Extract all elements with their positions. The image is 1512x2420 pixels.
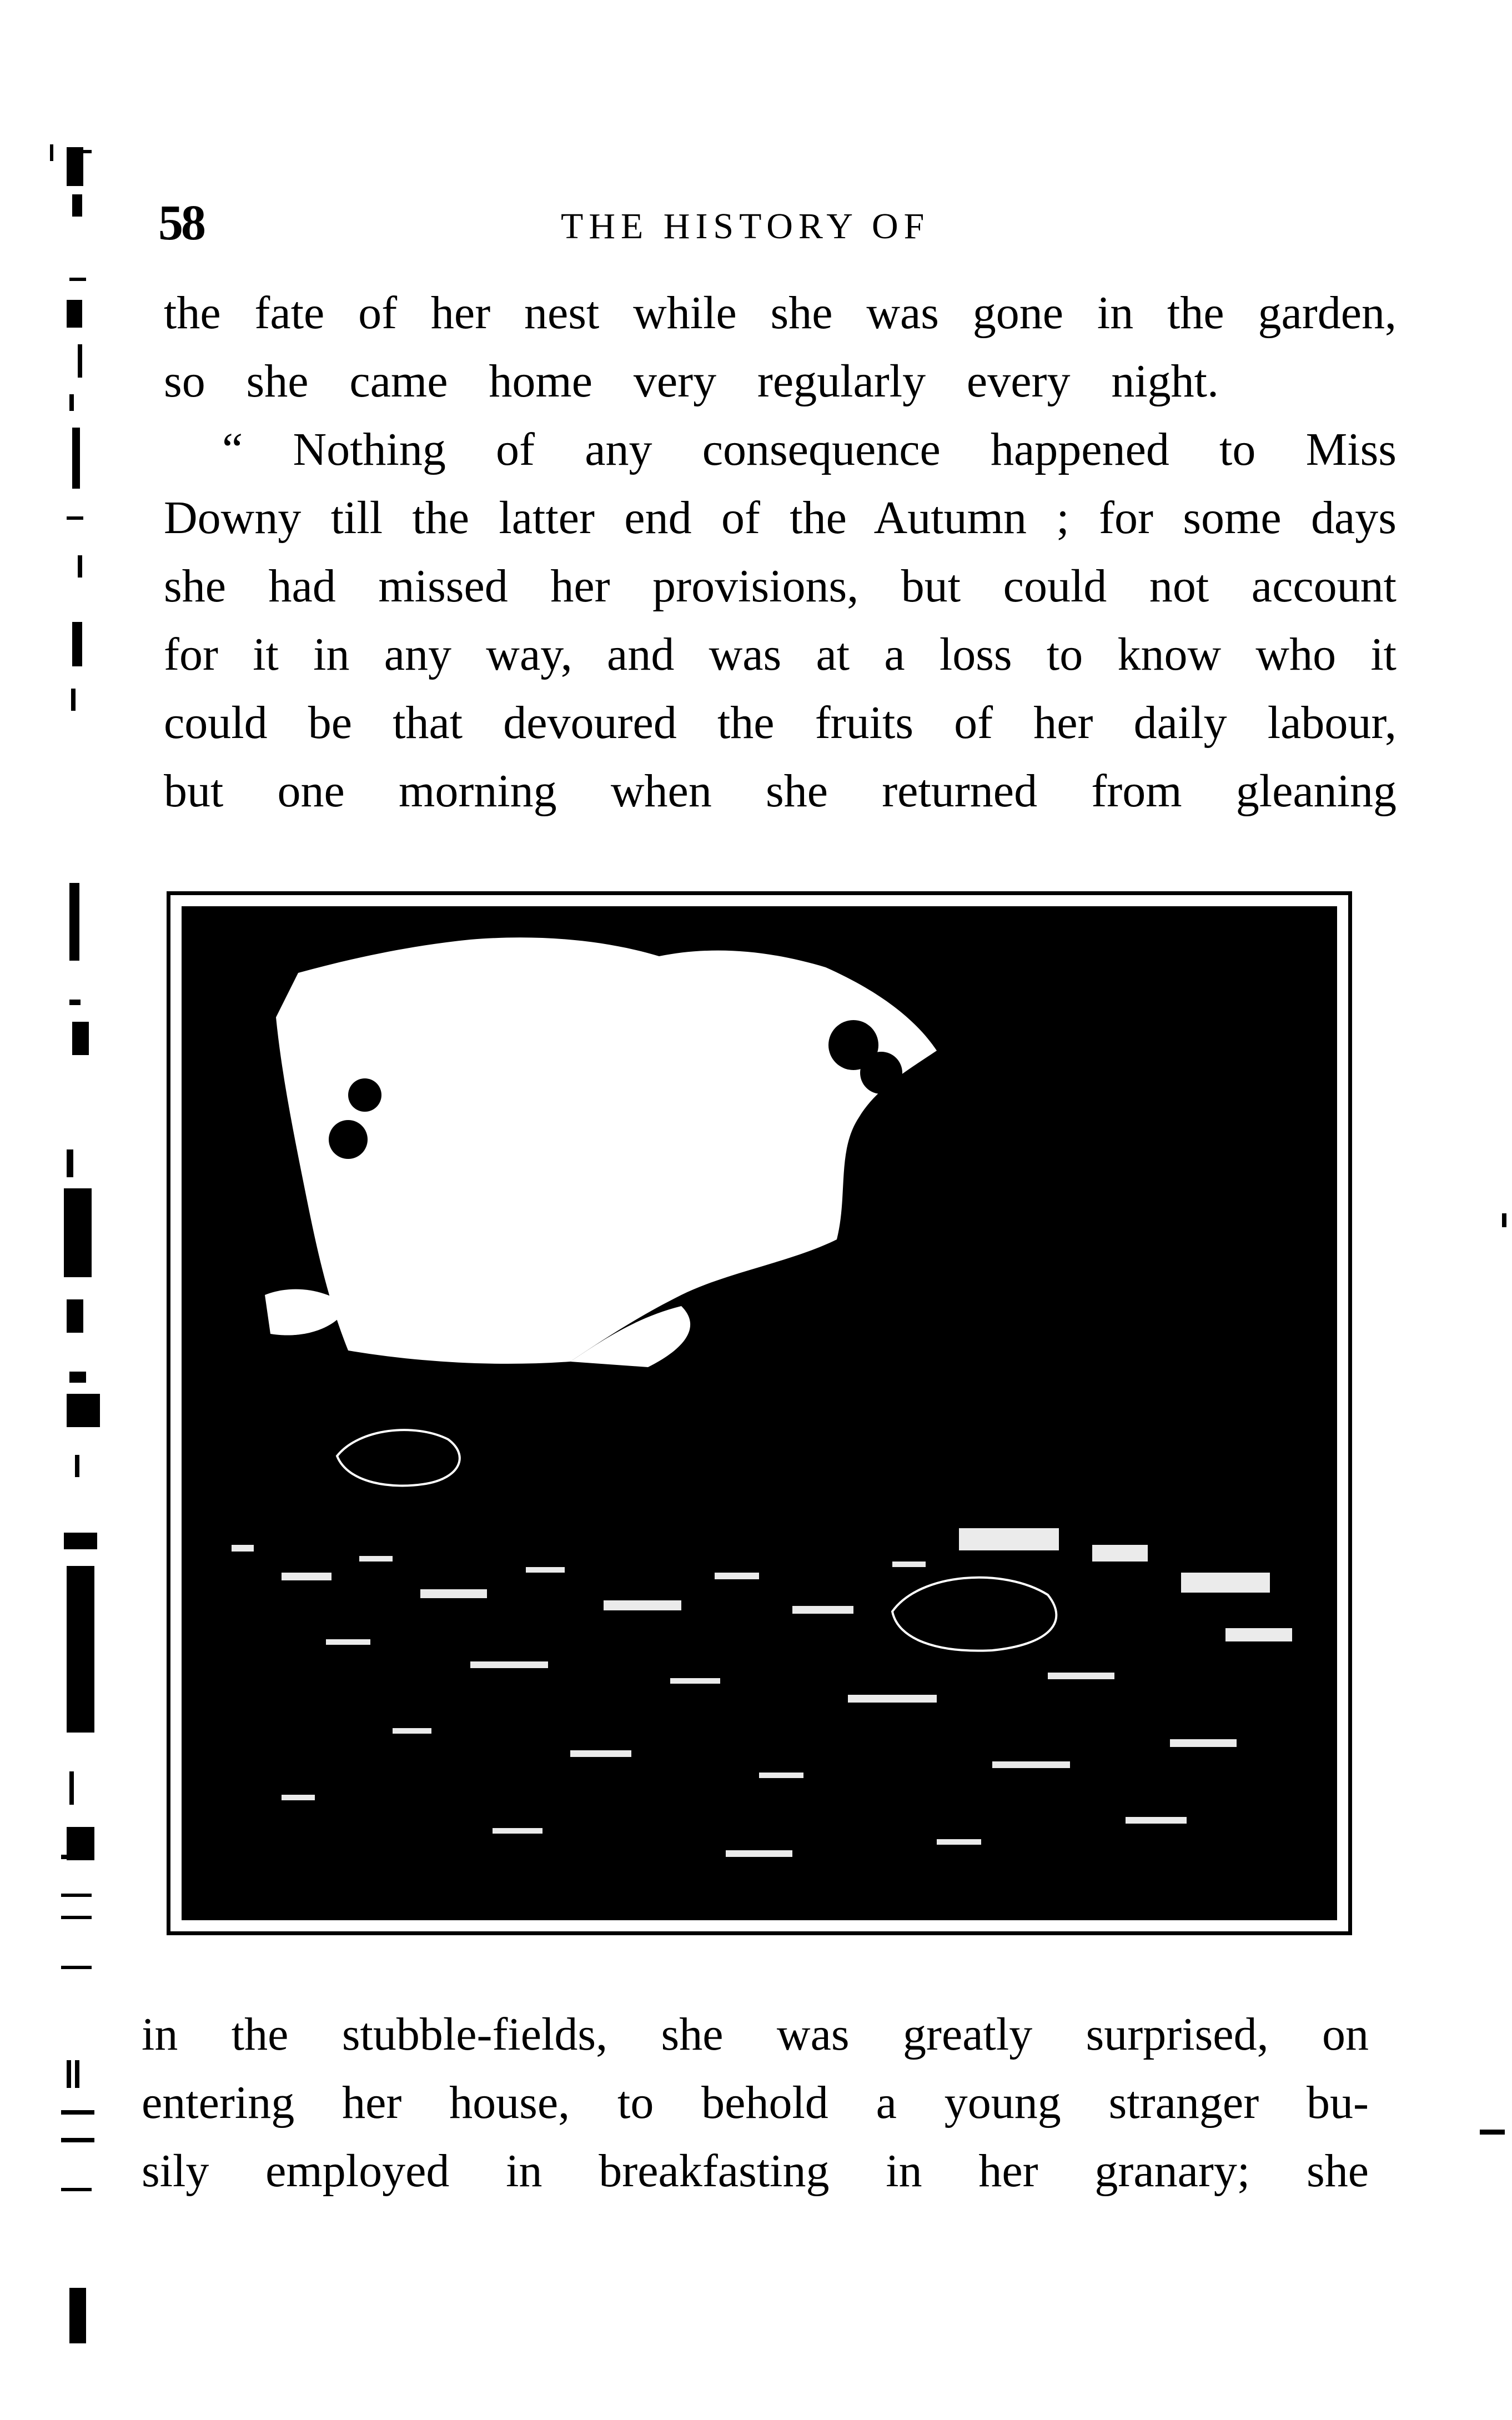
text-line: but one morning when she returned from gleaning bbox=[164, 765, 1397, 817]
text-line: “ Nothing of any consequence happened to Miss bbox=[222, 424, 1397, 475]
page-number: 58 bbox=[158, 195, 204, 250]
text-line: she had missed her provisions, but could not account bbox=[164, 560, 1397, 612]
silhouette-landscape-image bbox=[182, 906, 1337, 1920]
text-line: in the stubble-fields, she was greatly surprised, on bbox=[142, 2009, 1369, 2060]
scan-edge-marks bbox=[44, 133, 100, 2354]
text-line: could be that devoured the fruits of her daily labour, bbox=[164, 697, 1397, 749]
text-line: for it in any way, and was at a loss to know who it bbox=[164, 629, 1397, 680]
text-line: the fate of her nest while she was gone in the garden, bbox=[164, 287, 1397, 339]
text-line: sily employed in breakfasting in her granary; she bbox=[142, 2145, 1369, 2197]
text-line: entering her house, to behold a young stranger bu- bbox=[142, 2077, 1369, 2128]
text-line: so she came home very regularly every night. bbox=[164, 355, 1219, 407]
text-line: Downy till the latter end of the Autumn ; for some days bbox=[164, 492, 1397, 544]
running-head: THE HISTORY OF bbox=[561, 206, 930, 247]
scan-edge-mark bbox=[1480, 2130, 1505, 2135]
scan-edge-mark bbox=[1502, 1213, 1506, 1227]
illustration bbox=[167, 891, 1352, 1935]
